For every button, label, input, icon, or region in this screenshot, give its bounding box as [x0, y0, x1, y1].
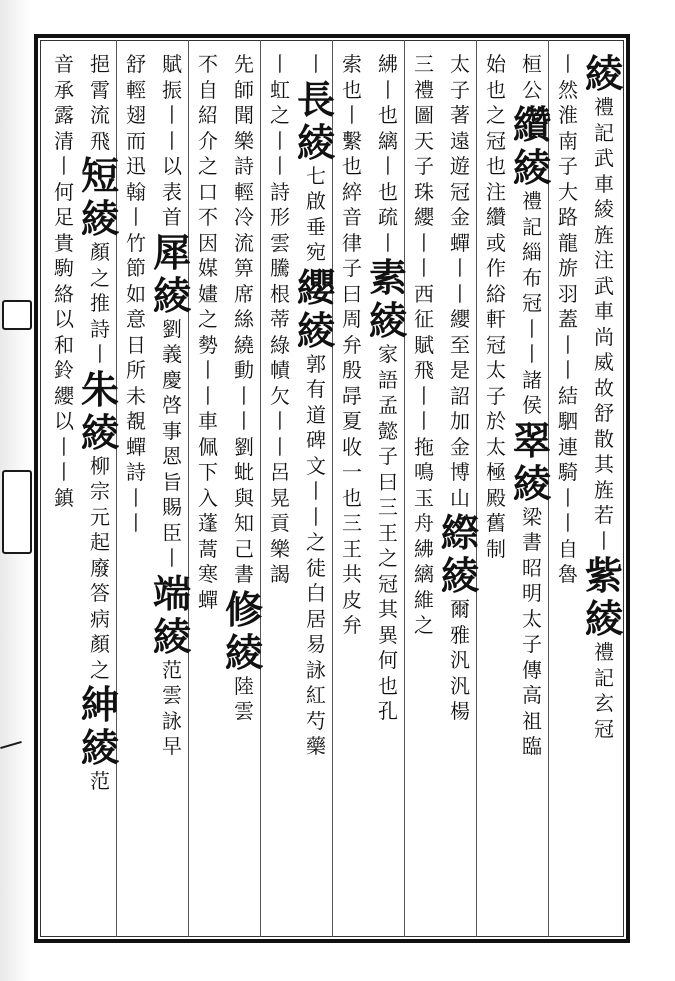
- annotation-text: 郭 有 道 碑 文 丨 丨 之 徒 白 居 易 詠 紅 芍 藥: [306, 351, 326, 758]
- annotation-text: 梁 書 昭 明 太 子 傳 高 祖 臨: [522, 504, 542, 758]
- annotation-text: 顏 之 推 詩 丨: [90, 240, 110, 366]
- headword: 綾: [584, 52, 623, 96]
- annotation-text: 陸 雲: [234, 673, 254, 723]
- annotation-text: 始 也: [486, 52, 506, 102]
- annotation-text: 柳 宗 元 起 廢 答 病 顏 之: [90, 453, 110, 682]
- annotation-text: 丨 然 淮 南 子 大 路 龍 旂 羽 蓋 丨 丨 結 駟 連 騎: [558, 52, 578, 484]
- annotation-text: 家 語 孟 懿 子 曰 三 王 之 冠 其 異 何 也 孔: [378, 342, 398, 723]
- text-column: [38, 52, 90, 932]
- annotation-text: 范 雲 詠 早: [162, 657, 182, 758]
- annotation-text: 音 承 露 清: [54, 52, 74, 153]
- spine-mark-lower: [2, 470, 32, 554]
- annotation-text: 丨: [270, 52, 290, 76]
- annotation-text: 丨: [306, 52, 326, 76]
- annotation-text: 駒 絡 以 和 鈴 纓 以 丨 丨: [54, 256, 74, 484]
- annotation-text: 爾 雅 汎 汎 楊: [450, 597, 470, 723]
- headword: 素 綾: [368, 255, 407, 343]
- annotation-text: 虹 之 丨 丨: [270, 77, 290, 178]
- headword: 短 綾: [80, 153, 119, 241]
- annotation-text: 舒 輕 翅 而 迅 翰: [126, 52, 146, 204]
- annotation-text: 鎮: [54, 485, 74, 510]
- annotation-text: 挹 霄 流 飛: [90, 52, 110, 153]
- annotation-text: 寒 蟬: [198, 562, 218, 612]
- annotation-text: 蟬 詩 丨 丨: [126, 434, 146, 535]
- annotation-text: 丨 何 足 貴: [54, 154, 74, 255]
- headword: 紫 綾: [584, 553, 623, 641]
- annotation-text: 不 自 紹 介 之 口 不 因 媒 嫿 之 勢 丨 丨 車 佩 下 入 蓬 蒿: [198, 52, 218, 561]
- annotation-text: 七 啟 垂 宛: [306, 163, 326, 264]
- annotation-text: 賦 振 丨 丨 以 表 首: [162, 52, 182, 229]
- annotation-text: 紼 丨 也 縭 丨 也 疏 丨: [378, 52, 398, 255]
- annotation-text: 禮 記 武 車 綾 旌 注 武 車 尚 威 故 舒 散 其 旌 若 丨: [594, 95, 614, 553]
- annotation-text: 之 冠 也 注 纘 或 作 綌: [486, 103, 506, 306]
- annotation-text: 舟 紼 縭 維 之: [414, 511, 434, 637]
- annotation-text: 丨 竹 節 如 意 日 所 未 覩: [126, 205, 146, 433]
- headword: 纓 綾: [296, 264, 335, 353]
- headword: 修 綾: [224, 586, 263, 675]
- headword: 纘 綾: [512, 102, 551, 190]
- headword: 紳 綾: [80, 682, 119, 770]
- annotation-text: 禮 記 緇 布 冠 丨 丨 諸 侯: [522, 189, 542, 417]
- annotation-text: 太 子 著 遠 遊 冠 金 蟬 丨 丨 纓 至 是 詔 加 金 博 山: [450, 52, 470, 510]
- annotation-text: 子 曰 周 弁 殷 冔 夏 收 一 也 三 王 共 皮 弁: [342, 256, 362, 637]
- annotation-text: 范: [90, 769, 110, 793]
- annotation-text: 詩 形 雲 騰 根 蒂 綠 幘 欠 丨 丨 呂 晃 貢 樂 謁: [270, 179, 290, 586]
- headword: 犀 綾: [152, 229, 191, 318]
- annotation-text: 丨 丨 自 魯: [558, 485, 578, 586]
- spine-mark-upper: [2, 300, 32, 330]
- annotation-text: 劉 義 慶 啓 事 恩 旨 賜 臣 丨: [162, 316, 182, 570]
- annotation-text: 三 禮 圖 天 子 珠 纓 丨 丨 西 征 賦 飛 丨 丨 拖 鳴 玉: [414, 52, 434, 510]
- annotation-text: 禮 記 玄 冠: [594, 640, 614, 741]
- annotation-text: 索 也 丨 繫 也 綷 音 律: [342, 52, 362, 255]
- annotation-text: 桓 公: [522, 52, 542, 102]
- headword: 端 綾: [152, 570, 191, 659]
- annotation-text: 先 師 聞 樂 詩 輕 冷 流 箅 席 絲 繞 動 丨 丨 劉 蚍 與 知 己 書: [234, 52, 254, 586]
- headword: 縩 綾: [440, 510, 479, 598]
- headword: 翠 綾: [512, 417, 551, 506]
- headword: 長 綾: [296, 76, 335, 165]
- annotation-text: 軒 冠 太 子 於 太 極 殿 舊 制: [486, 307, 506, 561]
- headword: 朱 綾: [80, 366, 119, 455]
